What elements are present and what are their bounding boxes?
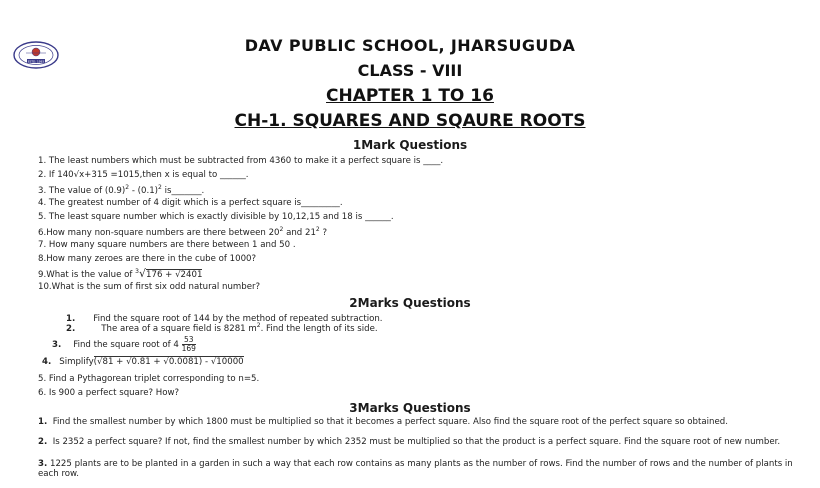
s1-question-2: 2. If 140√x+315 =1015,then x is equal to ______. <box>38 170 249 180</box>
s3-question-1: 1. Find the smallest number by which 1800 must be multiplied so that it becomes a perfect square. Also find the square root of the perfect square so obtained. <box>38 417 728 427</box>
s2-question-5: 5. Find a Pythagorean triplet corresponding to n=5. <box>38 374 260 384</box>
section-1-title: 1Mark Questions <box>352 138 468 152</box>
s3-question-3: 3. 1225 plants are to be planted in a garden in such a way that each row contains as many plants as the number of rows. Find the number of rows and the number of plants in each row. <box>38 459 793 479</box>
s1-question-6: 6.How many non-square numbers are there between $20^2$ and $21^2$ ? <box>38 226 328 238</box>
s1-question-3: 3. The value of $(0.9)^2 - (0.1)^2$ is_______. <box>38 184 205 196</box>
school-name: DAV PUBLIC SCHOOL, JHARSUGUDA <box>244 36 576 55</box>
class-title: CLASS - VIII <box>357 61 463 80</box>
section-2-title: 2Marks Questions <box>349 296 471 310</box>
s1-question-5: 5. The least square number which is exactly divisible by 10,12,15 and 18 is ______. <box>38 212 394 222</box>
logo-text: ESTD. 1983 <box>27 59 45 64</box>
s1-question-1: 1. The least numbers which must be subtracted from 4360 to make it a perfect square is ____. <box>38 156 444 166</box>
s1-question-8: 8.How many zeroes are there in the cube of 1000? <box>38 254 257 264</box>
chapter-range: CHAPTER 1 TO 16 <box>326 86 494 106</box>
s1-question-9: 9.What is the value of $^3$√176 + √2401 <box>38 267 203 280</box>
s2-question-4: 4. Simplify(√81 + √0.81 + √0.0081) - √10000 <box>42 357 244 367</box>
s2-question-2: 2. The area of a square field is 8281 $m^2$. Find the length of its side. <box>66 322 378 334</box>
s2-question-6: 6. Is 900 a perfect square? How? <box>38 388 180 398</box>
section-3-title: 3Marks Questions <box>349 401 471 415</box>
s2-question-3: 3. Find the square root of 4 $\frac{53}{169}$ <box>52 335 196 353</box>
s3-question-2: 2. Is 2352 a perfect square? If not, find the smallest number by which 2352 must be multiplied so that the product is a perfect square. Find the square root of new number. <box>38 437 781 447</box>
chapter-title: CH-1. SQUARES AND SQAURE ROOTS <box>234 111 586 131</box>
s1-question-7: 7. How many square numbers are there between 1 and 50 . <box>38 240 296 250</box>
s2-question-1: 1. Find the square root of 144 by the method of repeated subtraction. <box>66 314 383 324</box>
fraction: $\frac{53}{169}$ <box>181 335 196 353</box>
s1-question-4: 4. The greatest number of 4 digit which is a perfect square is_________. <box>38 198 343 208</box>
s1-question-10: 10.What is the sum of first six odd natural number? <box>38 282 261 292</box>
